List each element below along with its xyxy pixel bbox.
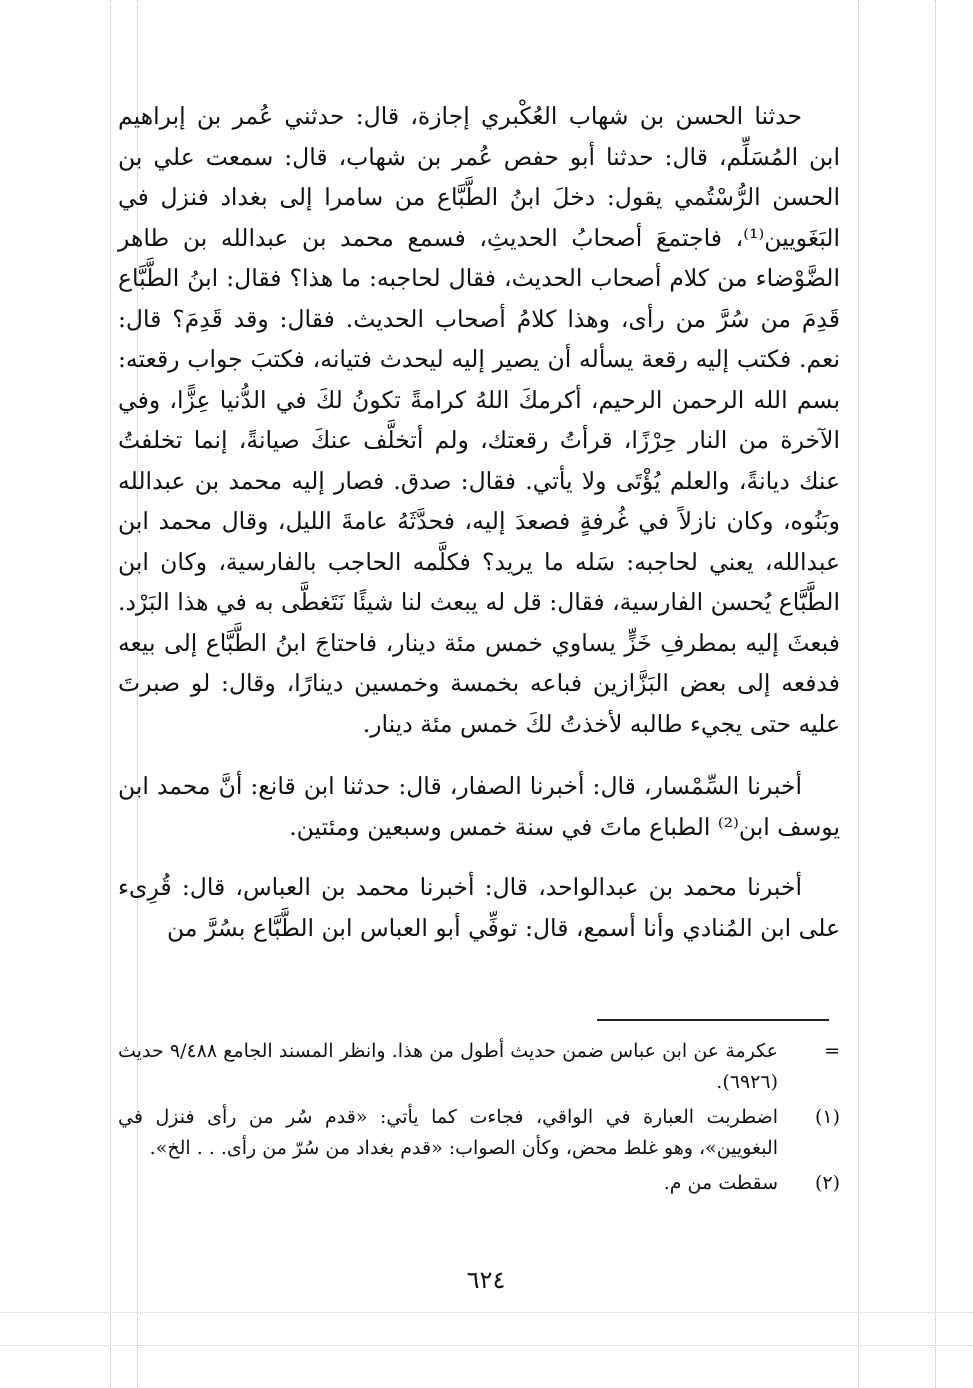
margin-guide-right	[935, 0, 936, 1388]
footnote-separator	[597, 1019, 829, 1021]
page-number: ٦٢٤	[466, 1266, 506, 1294]
footnote-2	[118, 1168, 840, 1199]
footnote-mark: =	[824, 1040, 840, 1062]
margin-guide-right-inner	[858, 0, 859, 1388]
footnote-text: عكرمة عن ابن عباس ضمن حديث أطول من هذا. وانظر المسند الجامع ٩/٤٨٨ حديث (٦٩٢٦).	[118, 1040, 779, 1093]
paragraph-3: أخبرنا محمد بن عبدالواحد، قال: أخبرنا محمد بن العباس، قال: قُرِىء على ابن المُنادي وأنا أسمع، قال: توفِّي أبو العباس ابن الطَّبَّاع بسُرَّ من	[118, 873, 840, 942]
footnote-mark: (٢)	[814, 1172, 840, 1194]
bottom-guide-2	[0, 1345, 973, 1346]
footnote-1	[118, 1102, 840, 1164]
paragraph-2: أخبرنا السِّمْسار، قال: أخبرنا الصفار، قال: حدثنا ابن قانع: أنَّ محمد ابن يوسف ابن⁽²⁾ الطباع ماتَ في سنة خمس وسبعين ومئتين.	[118, 772, 840, 841]
footnotes	[118, 1036, 840, 1203]
footnote-mark: (١)	[814, 1106, 840, 1128]
footnote-text: سقطت من م.	[663, 1172, 778, 1194]
main-text	[118, 96, 840, 948]
footnote-continued	[118, 1036, 840, 1098]
margin-guide-left	[110, 0, 111, 1388]
footnote-text: اضطربت العبارة في الواقي، فجاءت كما يأتي: «قدم سُر من رأى فنزل في البغويين»، وهو غلط محض، وكأن الصواب: «قدم بغداد من سُرّ من رأى. . . الخ».	[118, 1106, 778, 1159]
bottom-guide-1	[0, 1312, 973, 1313]
paragraph-1: حدثنا الحسن بن شهاب العُكْبري إجازة، قال: حدثني عُمر بن إبراهيم ابن المُسَلِّم، قال: حدثنا أبو حفص عُمر بن شهاب، قال: سمعت علي بن الحسن الرُّسْتُمي يقول: دخلَ ابنُ الطَّبَّاع من سامرا إلى بغداد فنزل في البَغَويين⁽¹⁾، فاجتمعَ أصحابُ الحديثِ، فسمع محمد بن عبدالله بن طاهر الضَّوْضاء من كلام أصحاب الحديث، فقال لحاجبه: ما هذا؟ فقال: ابنُ الطَّبَّاع قَدِمَ من سُرَّ من رأى، وهذا كلامُ أصحاب الحديث. فقال: وقد قَدِمَ؟ قال: نعم. فكتب إليه رقعة يسأله أن يصير إليه ليحدث فتيانه، فكتبَ جواب رقعته: بسم الله الرحمن الرحيم، أكرمكَ اللهُ كرامةً تكونُ لكَ في الدُّنيا عِزًّا، وفي الآخرة من النار حِرْزًا، قرأتُ رقعتك، ولم أتخلَّف عنكَ صيانةً، إنما تخلفتُ عنك ديانةً، والعلم يُؤْتَى ولا يأتي. فقال: صدق. فصار إليه محمد بن عبدالله وبَنُوه، وكان نازلاً في غُرفةٍ فصعدَ إليه، فحدَّثَهُ عامةَ الليل، وقال محمد ابن عبدالله، يعني لحاجبه: سَله ما يريد؟ فكلَّمه الحاجب بالفارسية، وكان ابن الطَّبَّاع يُحسن الفارسية، فقال: قل له يبعث لنا شيئًا نَتَغطَّى به في هذا البَرْد. فبعثَ إليه بمطرفِ خَزٍّ يساوي خمس مئة دينار، فاحتاجَ ابنُ الطَّبَّاع إلى بيعه فدفعه إلى بعض البَزَّازين فباعه بخمسة وخمسين دينارًا، وقال: لو صبرتَ عليه حتى يجيء طالبه لأخذتُ لكَ خمس مئة دينار.	[118, 102, 840, 738]
